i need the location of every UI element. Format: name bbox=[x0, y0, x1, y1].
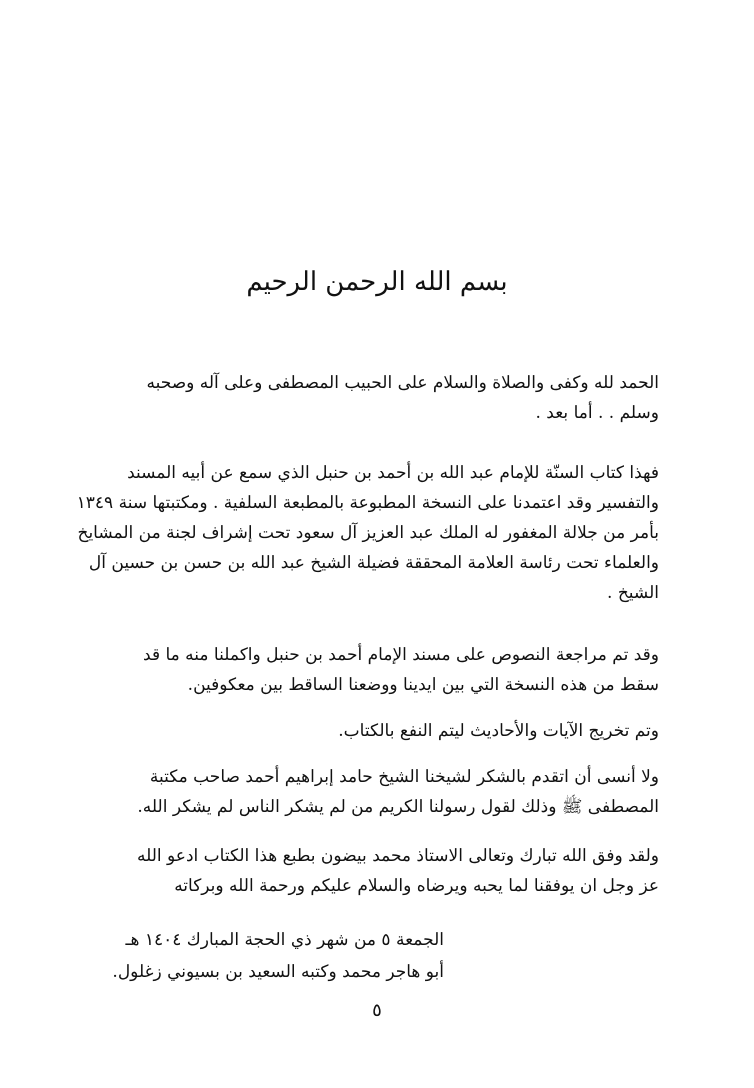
text-line: بأمر من جلالة المغفور له الملك عبد العزيز آل سعود تحت إشراف لجنة من المشايخ bbox=[77, 523, 659, 543]
text-line: والتفسير وقد اعتمدنا على النسخة المطبوعة بالمطبعة السلفية . ومكتبتها سنة ١٣٤٩ bbox=[76, 493, 659, 513]
paragraph-thanks bbox=[39, 762, 659, 822]
paragraph-takhrij bbox=[39, 716, 659, 746]
paragraph-review bbox=[39, 640, 659, 700]
basmala-heading: بسم الله الرحمن الرحيم bbox=[246, 267, 508, 297]
paragraph-closing bbox=[39, 841, 659, 901]
text-line: وقد تم مراجعة النصوص على مسند الإمام أحمد بن حنبل واكملنا منه ما قد bbox=[143, 645, 659, 665]
paragraph-book-intro bbox=[39, 458, 659, 608]
signature-date: الجمعة ٥ من شهر ذي الحجة المبارك ١٤٠٤ هـ bbox=[125, 930, 444, 950]
paragraph-opening bbox=[39, 368, 659, 428]
page-number: ٥ bbox=[372, 1000, 382, 1021]
text-line: فهذا كتاب السنّة للإمام عبد الله بن أحمد بن حنبل الذي سمع عن أبيه المسند bbox=[127, 463, 659, 483]
text-line: وتم تخريج الآيات والأحاديث ليتم النفع بالكتاب. bbox=[338, 721, 659, 741]
text-line: ولا أنسى أن اتقدم بالشكر لشيخنا الشيخ حامد إبراهيم أحمد صاحب مكتبة bbox=[149, 767, 659, 787]
text-line: سقط من هذه النسخة التي بين ايدينا ووضعنا الساقط بين معكوفين. bbox=[187, 675, 659, 695]
signature-author: أبو هاجر محمد وكتبه السعيد بن بسيوني زغلول. bbox=[112, 962, 444, 982]
text-line: والعلماء تحت رئاسة العلامة المحققة فضيلة الشيخ عبد الله بن حسن بن حسين آل bbox=[88, 553, 659, 573]
text-line: الشيخ . bbox=[607, 583, 659, 603]
text-line: وسلم . . أما بعد . bbox=[535, 403, 659, 423]
text-line: ولقد وفق الله تبارك وتعالى الاستاذ محمد بيضون بطبع هذا الكتاب ادعو الله bbox=[136, 846, 659, 866]
text-line: عز وجل ان يوفقنا لما يحبه ويرضاه والسلام عليكم ورحمة الله وبركاته bbox=[174, 876, 659, 896]
text-line: المصطفى ﷺ وذلك لقول رسولنا الكريم من لم يشكر الناس لم يشكر الله. bbox=[137, 797, 659, 817]
text-line: الحمد لله وكفى والصلاة والسلام على الحبيب المصطفى وعلى آله وصحبه bbox=[146, 373, 659, 393]
